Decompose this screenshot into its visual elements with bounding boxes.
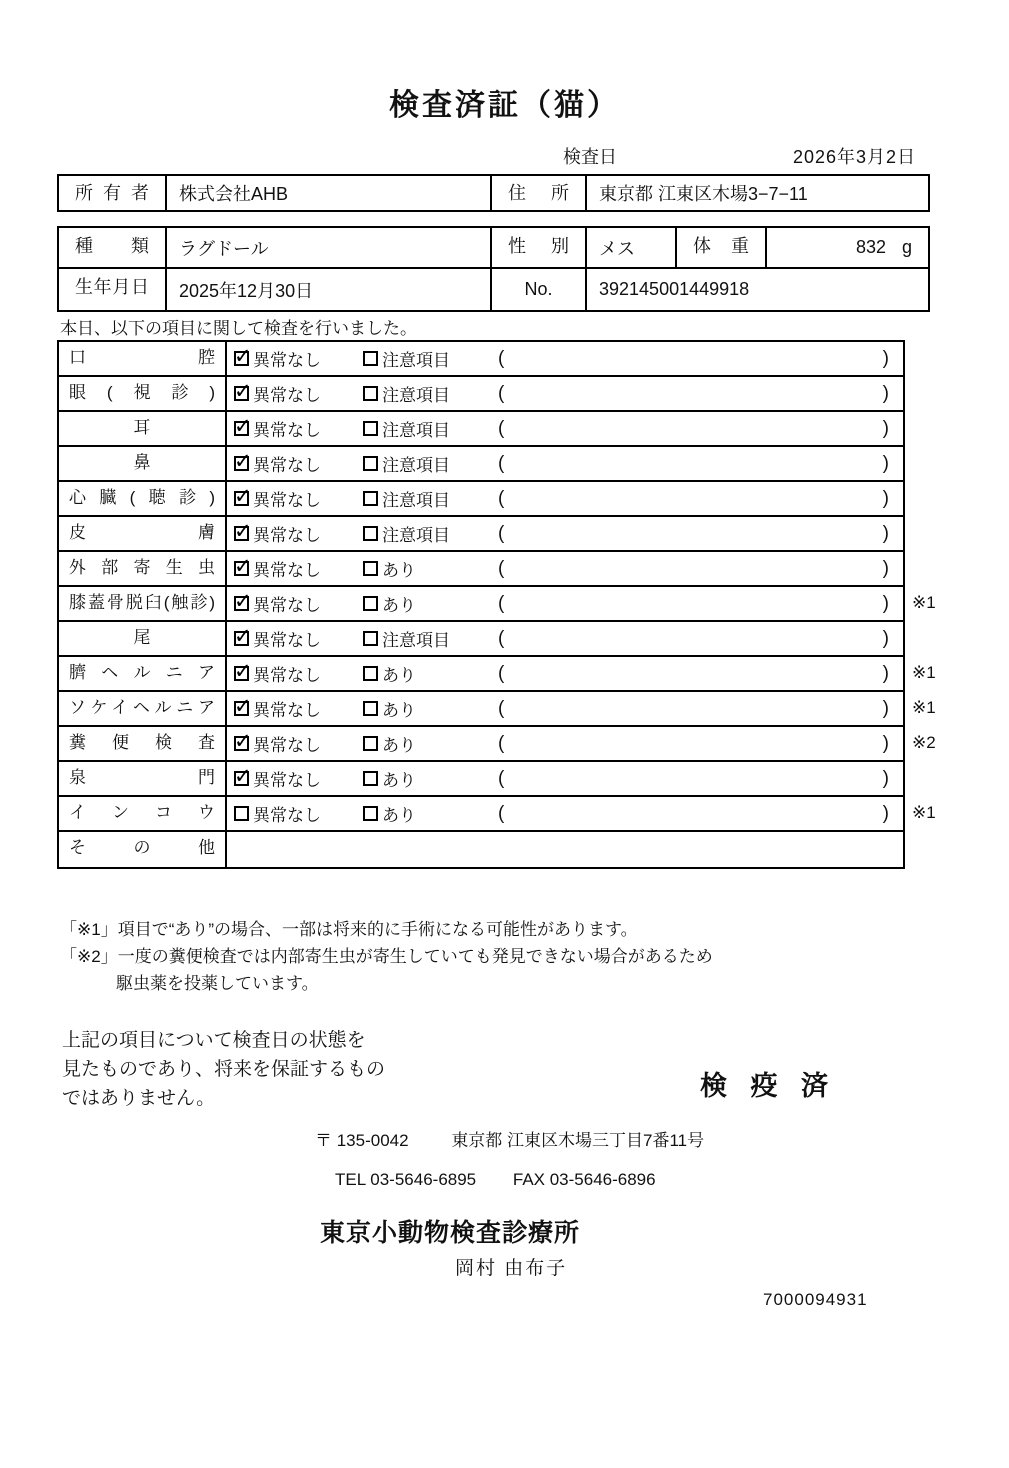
- inspection-row: [59, 342, 903, 377]
- animal-table: [57, 226, 930, 312]
- paren-close: ): [882, 697, 889, 719]
- paren-open: (: [498, 592, 505, 614]
- attention-cell: [360, 692, 488, 725]
- no-abnormality-checkbox[interactable]: [234, 736, 249, 751]
- inspection-row: [59, 377, 903, 412]
- inspection-item-label: 臍ヘルニア: [59, 657, 227, 690]
- attention-checkbox[interactable]: [363, 561, 378, 576]
- findings-field: [488, 657, 903, 690]
- no-abnormality-checkbox[interactable]: [234, 491, 249, 506]
- paren-close: ): [882, 802, 889, 824]
- no-abnormality-label: 異常なし: [253, 701, 321, 720]
- no-abnormality-checkbox[interactable]: [234, 701, 249, 716]
- disclaimer: [62, 1026, 385, 1113]
- paren-close: ): [882, 417, 889, 439]
- attention-label: あり: [382, 701, 416, 720]
- attention-cell: [360, 797, 488, 830]
- attention-checkbox[interactable]: [363, 386, 378, 401]
- findings-field: [488, 762, 903, 795]
- inspection-row: [59, 727, 936, 762]
- findings-field: [488, 587, 903, 620]
- no-label: No.: [490, 269, 585, 310]
- paren-open: (: [498, 802, 505, 824]
- no-abnormality-checkbox[interactable]: [234, 631, 249, 646]
- attention-label: 注意項目: [382, 456, 450, 475]
- no-abnormality-cell: [227, 587, 360, 620]
- attention-label: あり: [382, 596, 416, 615]
- inspection-item-label: 糞便検査: [59, 727, 227, 760]
- paren-open: (: [498, 662, 505, 684]
- attention-cell: [360, 622, 488, 655]
- attention-cell: [360, 727, 488, 760]
- animal-table-row-1: [59, 228, 928, 269]
- owner-label: 所有者: [75, 183, 149, 203]
- attention-checkbox[interactable]: [363, 666, 378, 681]
- attention-cell: [360, 342, 488, 375]
- findings-field: [488, 377, 903, 410]
- attention-checkbox[interactable]: [363, 736, 378, 751]
- paren-open: (: [498, 732, 505, 754]
- paren-close: ): [882, 487, 889, 509]
- inspection-item-label: 皮膚: [59, 517, 227, 550]
- no-abnormality-cell: [227, 552, 360, 585]
- inspection-row: [59, 412, 903, 447]
- inspection-item-label: 鼻: [59, 447, 227, 480]
- inspection-row: [59, 552, 903, 587]
- inspection-table: [57, 340, 936, 869]
- row-note-mark: ※1: [912, 663, 936, 682]
- attention-label: あり: [382, 806, 416, 825]
- intro-text: 本日、以下の項目に関して検査を行いました。: [60, 319, 417, 338]
- inspection-item-label: 眼(視診): [59, 377, 227, 410]
- owner-value: 株式会社AHB: [165, 176, 490, 210]
- row-note-mark: ※1: [912, 698, 936, 717]
- inspection-date-row: [0, 143, 1009, 169]
- attention-checkbox[interactable]: [363, 806, 378, 821]
- sex-value: メス: [585, 228, 675, 267]
- inspection-row: [59, 482, 903, 517]
- attention-checkbox[interactable]: [363, 421, 378, 436]
- no-abnormality-label: 異常なし: [253, 736, 321, 755]
- inspection-item-label: 膝蓋骨脱臼(触診): [59, 587, 227, 620]
- findings-field: [488, 412, 903, 445]
- attention-label: あり: [382, 736, 416, 755]
- paren-close: ): [882, 662, 889, 684]
- findings-field: [488, 342, 903, 375]
- inspection-item-label: 外部寄生虫: [59, 552, 227, 585]
- no-value: 392145001449918: [585, 269, 928, 310]
- paren-open: (: [498, 382, 505, 404]
- no-abnormality-checkbox[interactable]: [234, 771, 249, 786]
- attention-cell: [360, 447, 488, 480]
- no-abnormality-checkbox[interactable]: [234, 561, 249, 576]
- attention-checkbox[interactable]: [363, 351, 378, 366]
- attention-label: 注意項目: [382, 491, 450, 510]
- birth-date-value: 2025年12月30日: [165, 269, 490, 310]
- no-abnormality-cell: [227, 657, 360, 690]
- veterinarian-name: 岡村 由布子: [455, 1258, 568, 1279]
- attention-checkbox[interactable]: [363, 526, 378, 541]
- inspection-item-label: 口腔: [59, 342, 227, 375]
- no-abnormality-checkbox[interactable]: [234, 526, 249, 541]
- weight-unit: g: [901, 237, 912, 257]
- disclaimer-line-3: ではありません。: [62, 1088, 216, 1109]
- sex-label: 性別: [490, 228, 585, 267]
- birth-date-label: 生年月日: [75, 277, 149, 297]
- attention-label: 注意項目: [382, 386, 450, 405]
- no-abnormality-cell: [227, 762, 360, 795]
- no-abnormality-checkbox[interactable]: [234, 596, 249, 611]
- quarantine-completed-stamp: 検 疫 済: [700, 1071, 837, 1101]
- clinic-tel-line: [335, 1170, 656, 1190]
- findings-field: [488, 622, 903, 655]
- inspection-row: [59, 622, 903, 657]
- attention-checkbox[interactable]: [363, 491, 378, 506]
- inspection-row: [59, 447, 903, 482]
- other-empty-cell: [227, 832, 903, 867]
- page-title: 検査済証（猫）: [389, 89, 620, 122]
- no-abnormality-cell: [227, 517, 360, 550]
- paren-open: (: [498, 557, 505, 579]
- no-abnormality-checkbox[interactable]: [234, 806, 249, 821]
- attention-cell: [360, 517, 488, 550]
- clinic-address: 東京都 江東区木場三丁目7番11号: [451, 1131, 705, 1150]
- no-abnormality-checkbox[interactable]: [234, 456, 249, 471]
- attention-cell: [360, 552, 488, 585]
- attention-label: あり: [382, 561, 416, 580]
- inspection-item-label: 心臓(聴診): [59, 482, 227, 515]
- no-abnormality-cell: [227, 447, 360, 480]
- attention-checkbox[interactable]: [363, 456, 378, 471]
- other-label: その他: [59, 832, 227, 867]
- attention-cell: [360, 377, 488, 410]
- no-abnormality-checkbox[interactable]: [234, 386, 249, 401]
- inspection-date-label: 検査日: [563, 147, 617, 167]
- row-note-mark: ※1: [912, 803, 936, 822]
- attention-checkbox[interactable]: [363, 771, 378, 786]
- no-abnormality-checkbox[interactable]: [234, 351, 249, 366]
- no-abnormality-label: 異常なし: [253, 596, 321, 615]
- no-abnormality-cell: [227, 342, 360, 375]
- paren-open: (: [498, 767, 505, 789]
- findings-field: [488, 727, 903, 760]
- paren-open: (: [498, 487, 505, 509]
- disclaimer-line-2: 見たものであり、将来を保証するもの: [62, 1059, 386, 1080]
- no-abnormality-label: 異常なし: [253, 386, 321, 405]
- address-value: 東京都 江東区木場3−7−11: [585, 176, 928, 210]
- row-note-mark: ※2: [912, 733, 936, 752]
- no-abnormality-label: 異常なし: [253, 771, 321, 790]
- paren-close: ): [882, 452, 889, 474]
- inspection-row: [59, 587, 936, 622]
- inspection-row: [59, 762, 903, 797]
- footnotes: [60, 916, 713, 997]
- weight-cell: [765, 228, 928, 267]
- inspection-item-label: ソケイヘルニア: [59, 692, 227, 725]
- inspection-row: [59, 692, 936, 727]
- address-label: 住所: [490, 176, 585, 210]
- attention-cell: [360, 482, 488, 515]
- no-abnormality-label: 異常なし: [253, 631, 321, 650]
- paren-open: (: [498, 417, 505, 439]
- paren-close: ): [882, 522, 889, 544]
- no-abnormality-cell: [227, 377, 360, 410]
- attention-label: 注意項目: [382, 351, 450, 370]
- inspection-row: [59, 657, 936, 692]
- no-abnormality-label: 異常なし: [253, 806, 321, 825]
- inspection-item-label: 尾: [59, 622, 227, 655]
- clinic-tel: TEL 03-5646-6895: [335, 1170, 477, 1189]
- paren-close: ): [882, 732, 889, 754]
- attention-label: あり: [382, 771, 416, 790]
- inspection-item-label: インコウ: [59, 797, 227, 830]
- weight-value: 832: [855, 237, 886, 257]
- paren-open: (: [498, 522, 505, 544]
- no-abnormality-label: 異常なし: [253, 561, 321, 580]
- findings-field: [488, 482, 903, 515]
- animal-table-row-2: [59, 269, 928, 310]
- inspection-date-value: 2026年3月2日: [793, 147, 917, 167]
- postal-code: 〒 135-0042: [315, 1131, 409, 1150]
- no-abnormality-checkbox[interactable]: [234, 421, 249, 436]
- paren-open: (: [498, 697, 505, 719]
- clinic-postal-line: [315, 1126, 704, 1151]
- no-abnormality-cell: [227, 727, 360, 760]
- no-abnormality-checkbox[interactable]: [234, 666, 249, 681]
- inspection-table-rows: [59, 342, 936, 832]
- paren-close: ): [882, 767, 889, 789]
- attention-checkbox[interactable]: [363, 701, 378, 716]
- disclaimer-line-1: 上記の項目について検査日の状態を: [62, 1030, 366, 1051]
- paren-close: ): [882, 382, 889, 404]
- attention-cell: [360, 762, 488, 795]
- findings-field: [488, 797, 903, 830]
- attention-label: 注意項目: [382, 631, 450, 650]
- weight-label: 体重: [675, 228, 765, 267]
- attention-label: あり: [382, 666, 416, 685]
- other-row: [59, 832, 903, 867]
- document-number: 7000094931: [763, 1290, 868, 1309]
- breed-label: 種類: [75, 236, 149, 256]
- attention-cell: [360, 657, 488, 690]
- no-abnormality-cell: [227, 482, 360, 515]
- footnote-1: 「※1」項目で“あり”の場合、一部は将来的に手術になる可能性があります。: [60, 920, 638, 939]
- attention-checkbox[interactable]: [363, 631, 378, 646]
- attention-checkbox[interactable]: [363, 596, 378, 611]
- inspection-item-label: 耳: [59, 412, 227, 445]
- clinic-fax: FAX 03-5646-6896: [512, 1170, 656, 1189]
- findings-field: [488, 692, 903, 725]
- attention-cell: [360, 587, 488, 620]
- no-abnormality-label: 異常なし: [253, 491, 321, 510]
- paren-close: ): [882, 347, 889, 369]
- findings-field: [488, 552, 903, 585]
- inspection-item-label: 泉門: [59, 762, 227, 795]
- inspection-row: [59, 517, 903, 552]
- no-abnormality-cell: [227, 692, 360, 725]
- no-abnormality-label: 異常なし: [253, 666, 321, 685]
- inspection-row: [59, 797, 936, 832]
- findings-field: [488, 447, 903, 480]
- breed-value: ラグドール: [165, 228, 490, 267]
- findings-field: [488, 517, 903, 550]
- no-abnormality-cell: [227, 412, 360, 445]
- paren-close: ): [882, 557, 889, 579]
- paren-open: (: [498, 627, 505, 649]
- attention-cell: [360, 412, 488, 445]
- footnote-2: 「※2」一度の糞便検査では内部寄生虫が寄生していても発見できない場合があるため: [60, 947, 713, 966]
- paren-close: ): [882, 592, 889, 614]
- no-abnormality-cell: [227, 622, 360, 655]
- clinic-name: 東京小動物検査診療所: [320, 1219, 581, 1247]
- paren-open: (: [498, 452, 505, 474]
- paren-close: ): [882, 627, 889, 649]
- attention-label: 注意項目: [382, 526, 450, 545]
- owner-table: [57, 174, 930, 212]
- attention-label: 注意項目: [382, 421, 450, 440]
- paren-open: (: [498, 347, 505, 369]
- no-abnormality-label: 異常なし: [253, 421, 321, 440]
- footnote-3: 駆虫薬を投薬しています。: [116, 974, 319, 993]
- no-abnormality-label: 異常なし: [253, 351, 321, 370]
- no-abnormality-cell: [227, 797, 360, 830]
- row-note-mark: ※1: [912, 593, 936, 612]
- no-abnormality-label: 異常なし: [253, 526, 321, 545]
- no-abnormality-label: 異常なし: [253, 456, 321, 475]
